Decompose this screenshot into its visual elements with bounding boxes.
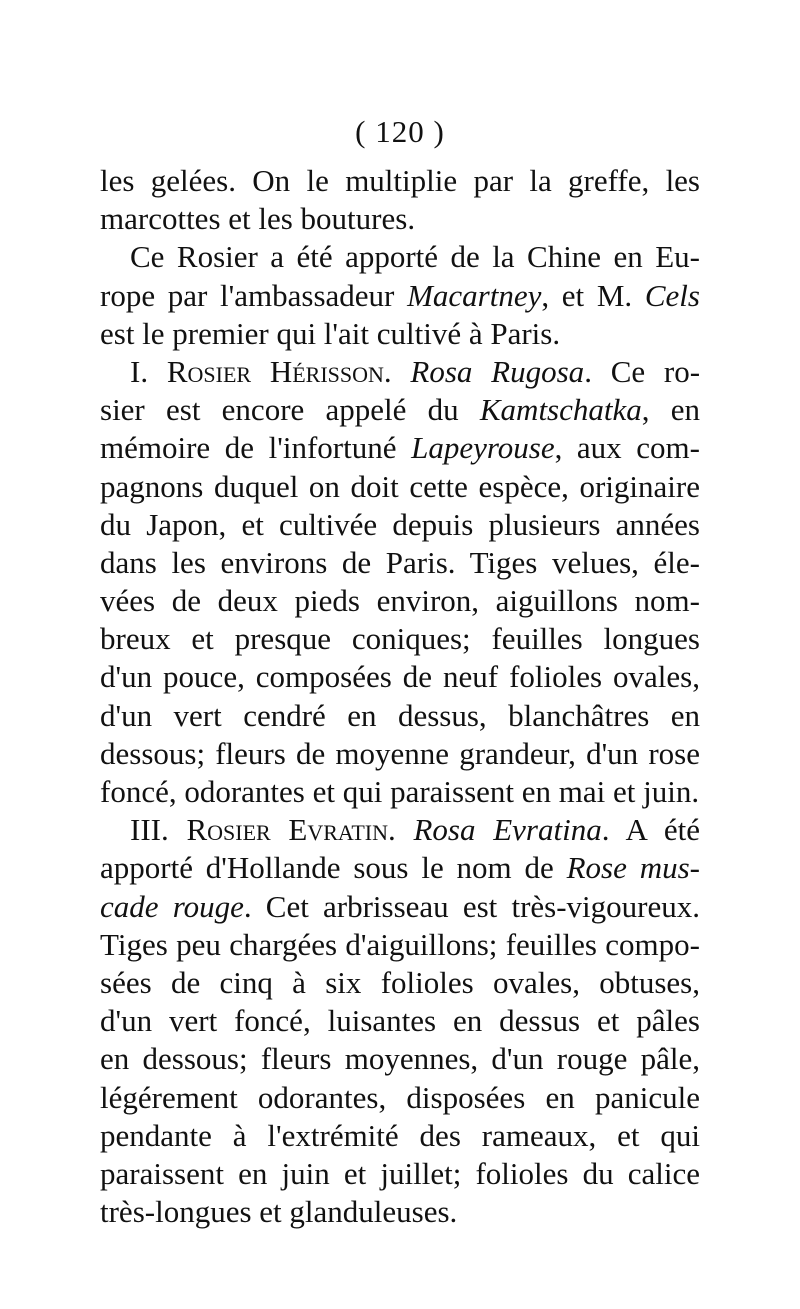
text-line xyxy=(100,697,700,735)
text-line xyxy=(100,582,700,620)
small-caps-text: Rosier Evratin xyxy=(186,812,389,848)
roman-text: foncé, odorantes et qui paraissent en mai et juin. xyxy=(100,774,700,809)
roman-text: dessous; fleurs de moyenne grandeur, d'un rose xyxy=(100,735,700,771)
italic-text: Cels xyxy=(644,277,700,313)
page-number: ( 120 ) xyxy=(355,114,445,149)
text-line xyxy=(100,200,700,238)
text-line xyxy=(100,544,700,582)
roman-text: . xyxy=(383,353,411,389)
roman-text: , en xyxy=(641,392,700,428)
italic-text: Lapeyrouse xyxy=(411,430,555,466)
text-line xyxy=(100,926,700,964)
text-line xyxy=(100,773,700,811)
roman-text: les gelées. On le multiplie par la greffe, les xyxy=(100,163,700,198)
roman-text: d'un pouce, composées de neuf folioles ovales, xyxy=(100,659,700,695)
roman-text: du Japon, et cultivée depuis plusieurs années xyxy=(100,506,700,542)
small-caps-text: Rosier Hérisson xyxy=(166,353,384,389)
roman-text: d'un vert cendré en dessus, blanchâtres en xyxy=(100,697,700,733)
roman-text: . xyxy=(388,812,414,848)
roman-text: , et M. xyxy=(541,277,645,313)
roman-text: . Ce ro- xyxy=(584,353,701,389)
roman-text: est le premier qui l'ait cultivé à Paris. xyxy=(100,315,561,351)
italic-text: Kamtschatka xyxy=(479,392,642,428)
roman-text: pagnons duquel on doit cette espèce, originaire xyxy=(100,468,700,504)
italic-text: cade rouge xyxy=(100,888,244,924)
roman-text: sier est encore appelé du xyxy=(100,392,480,428)
text-line xyxy=(100,162,700,200)
text-line xyxy=(100,391,700,429)
roman-text: paraissent en juin et juillet; folioles du calice xyxy=(100,1155,700,1191)
roman-text: . Cet arbrisseau est très-vigoureux. xyxy=(243,888,700,924)
text-line xyxy=(100,315,700,353)
roman-text: sées de cinq à six folioles ovales, obtuses, xyxy=(100,964,700,1000)
text-line xyxy=(100,888,700,926)
text-line xyxy=(100,1155,700,1193)
text-line xyxy=(100,1117,700,1155)
text-line xyxy=(100,1040,700,1078)
text-line xyxy=(100,1002,700,1040)
text-line xyxy=(100,429,700,467)
italic-text: Macartney xyxy=(407,277,542,313)
roman-text: mémoire de l'infortuné xyxy=(100,430,412,466)
roman-text: très-longues et glanduleuses. xyxy=(100,1194,458,1230)
text-line xyxy=(100,735,700,773)
roman-text: Tiges peu chargées d'aiguillons; feuilles compo- xyxy=(100,926,700,962)
text-line xyxy=(100,1193,700,1231)
roman-text: rope par l'ambassadeur xyxy=(100,277,408,313)
body-text xyxy=(100,162,700,1231)
roman-text: marcottes et les boutures. xyxy=(100,201,416,237)
text-line xyxy=(100,238,700,276)
roman-text: dans les environs de Paris. Tiges velues, éle- xyxy=(100,544,700,580)
roman-text: légérement odorantes, disposées en panicule xyxy=(100,1079,700,1115)
roman-text: Ce Rosier a été apporté de la Chine en Eu- xyxy=(130,239,700,275)
roman-text: III. xyxy=(130,812,187,848)
roman-text: d'un vert foncé, luisantes en dessus et pâles xyxy=(100,1003,700,1039)
roman-text: apporté d'Hollande sous le nom de xyxy=(100,850,567,886)
text-line xyxy=(100,658,700,696)
text-line xyxy=(100,277,700,315)
text-line xyxy=(100,468,700,506)
text-line xyxy=(100,506,700,544)
roman-text: en dessous; fleurs moyennes, d'un rouge pâle, xyxy=(100,1041,700,1077)
text-line xyxy=(100,964,700,1002)
roman-text: I. xyxy=(130,353,167,389)
italic-text: Rosa Rugosa xyxy=(410,353,585,389)
roman-text: . A été xyxy=(601,812,700,848)
text-line xyxy=(100,849,700,887)
roman-text: vées de deux pieds environ, aiguillons nom- xyxy=(100,583,700,619)
italic-text: Rose mus- xyxy=(566,850,700,886)
italic-text: Rosa Evratina xyxy=(413,812,602,848)
text-line xyxy=(100,353,700,391)
roman-text: pendante à l'extrémité des rameaux, et qui xyxy=(100,1117,700,1153)
roman-text: breux et presque coniques; feuilles longues xyxy=(100,621,700,657)
text-line xyxy=(100,811,700,849)
roman-text: , aux com- xyxy=(554,430,700,466)
text-line xyxy=(100,1079,700,1117)
text-line xyxy=(100,620,700,658)
